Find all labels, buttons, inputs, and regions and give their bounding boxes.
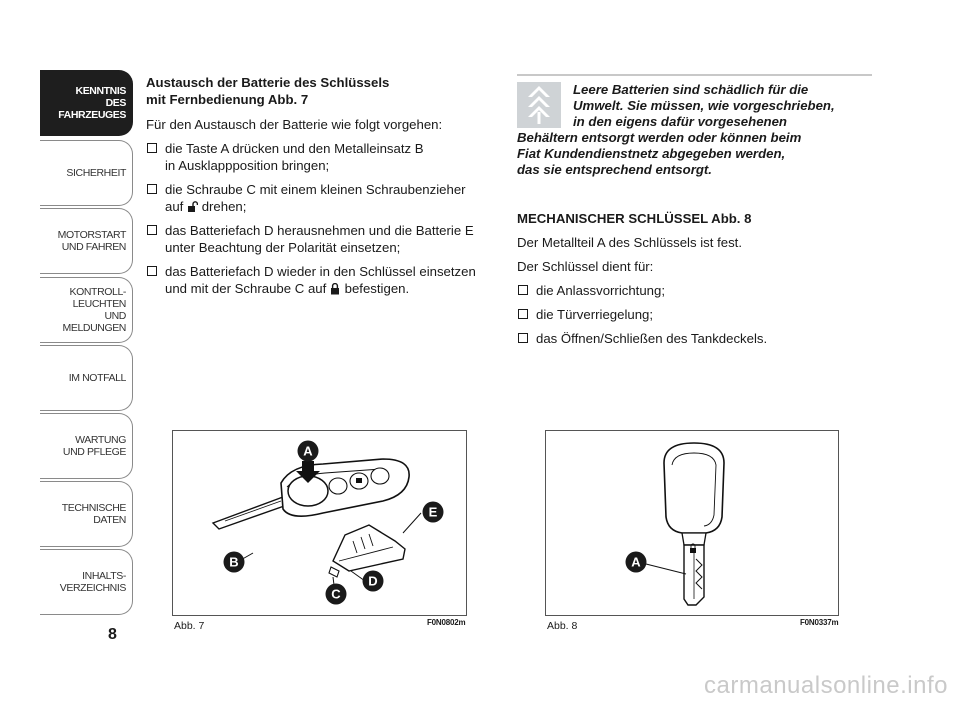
battery-replacement-section <box>146 74 496 304</box>
tab-wartung[interactable]: WARTUNG UND PFLEGE <box>40 413 133 479</box>
svg-text:C: C <box>331 586 341 602</box>
unlock-icon <box>187 201 198 213</box>
list-item: die Taste A drücken und den Metalleinsatz B in Ausklappposition bringen; <box>146 140 496 174</box>
tab-technische-daten[interactable]: TECHNISCHE DATEN <box>40 481 133 547</box>
tab-kontrollleuchten[interactable]: KONTROLL- LEUCHTEN UND MELDUNGEN <box>40 277 133 343</box>
figure-8-mechanical-key <box>545 430 839 616</box>
figure-8-label: Abb. 8 <box>547 620 578 632</box>
page-number: 8 <box>108 626 117 643</box>
paragraph: Der Metallteil A des Schlüssels ist fest. <box>517 235 743 250</box>
right-column <box>517 74 872 354</box>
svg-text:B: B <box>229 554 239 570</box>
list-item: das Batteriefach D herausnehmen und die Batterie E unter Beachtung der Polarität einsetzen; <box>146 222 496 256</box>
callout-b <box>223 551 245 573</box>
callout-a <box>297 440 319 462</box>
remote-key-illustration <box>173 431 466 615</box>
svg-text:A: A <box>631 554 641 570</box>
tab-kenntnis[interactable]: KENNTNIS DES FAHRZEUGES <box>40 70 133 136</box>
environment-note: Leere Batterien sind schädlich für die Umwelt. Sie müssen, wie vorgeschrieben, in den eigens dafür vorgesehenen Behältern entsorgt werden oder können beim Fiat Kundendienstnetz abgegeben werden, das sie entsprechend entsorgt. <box>517 74 872 178</box>
list-item: das Batteriefach D wieder in den Schlüssel einsetzen und mit der Schraube C auf befestigen. <box>146 263 496 297</box>
callout-a <box>625 551 647 573</box>
mechanical-key-heading: MECHANISCHER SCHLÜSSEL Abb. 8 <box>517 211 752 226</box>
tab-inhaltsverzeichnis[interactable]: INHALTS- VERZEICHNIS <box>40 549 133 615</box>
tab-sicherheit[interactable]: SICHERHEIT <box>40 140 133 206</box>
figure-7-label: Abb. 7 <box>174 620 205 632</box>
figure-7-remote-key <box>172 430 467 616</box>
figure-7-code: F0N0802m <box>427 618 466 627</box>
recycle-trees-icon <box>517 82 561 128</box>
list-item: das Öffnen/Schließen des Tankdeckels. <box>517 330 872 347</box>
svg-text:A: A <box>303 443 313 459</box>
callout-c <box>325 583 347 605</box>
list-item: die Anlassvorrichtung; <box>517 282 872 299</box>
mechanical-key-illustration <box>546 431 838 615</box>
lock-icon <box>330 283 341 295</box>
steps-list <box>146 140 496 297</box>
tab-im-notfall[interactable]: IM NOTFALL <box>40 345 133 411</box>
section-heading: Austausch der Batterie des Schlüssels mit Fernbedienung Abb. 7 <box>146 75 390 107</box>
callout-d <box>362 570 384 592</box>
list-item: die Schraube C mit einem kleinen Schraubenzieher auf drehen; <box>146 181 496 215</box>
watermark: carmanualsonline.info <box>704 672 948 699</box>
callout-e <box>422 501 444 523</box>
tab-motorstart[interactable]: MOTORSTART UND FAHREN <box>40 208 133 274</box>
svg-text:D: D <box>368 573 378 589</box>
list-item: die Türverriegelung; <box>517 306 872 323</box>
intro-text: Für den Austausch der Batterie wie folgt vorgehen: <box>146 117 443 132</box>
uses-list <box>517 282 872 347</box>
paragraph: Der Schlüssel dient für: <box>517 259 654 274</box>
svg-text:E: E <box>428 504 438 520</box>
figure-8-code: F0N0337m <box>800 618 839 627</box>
